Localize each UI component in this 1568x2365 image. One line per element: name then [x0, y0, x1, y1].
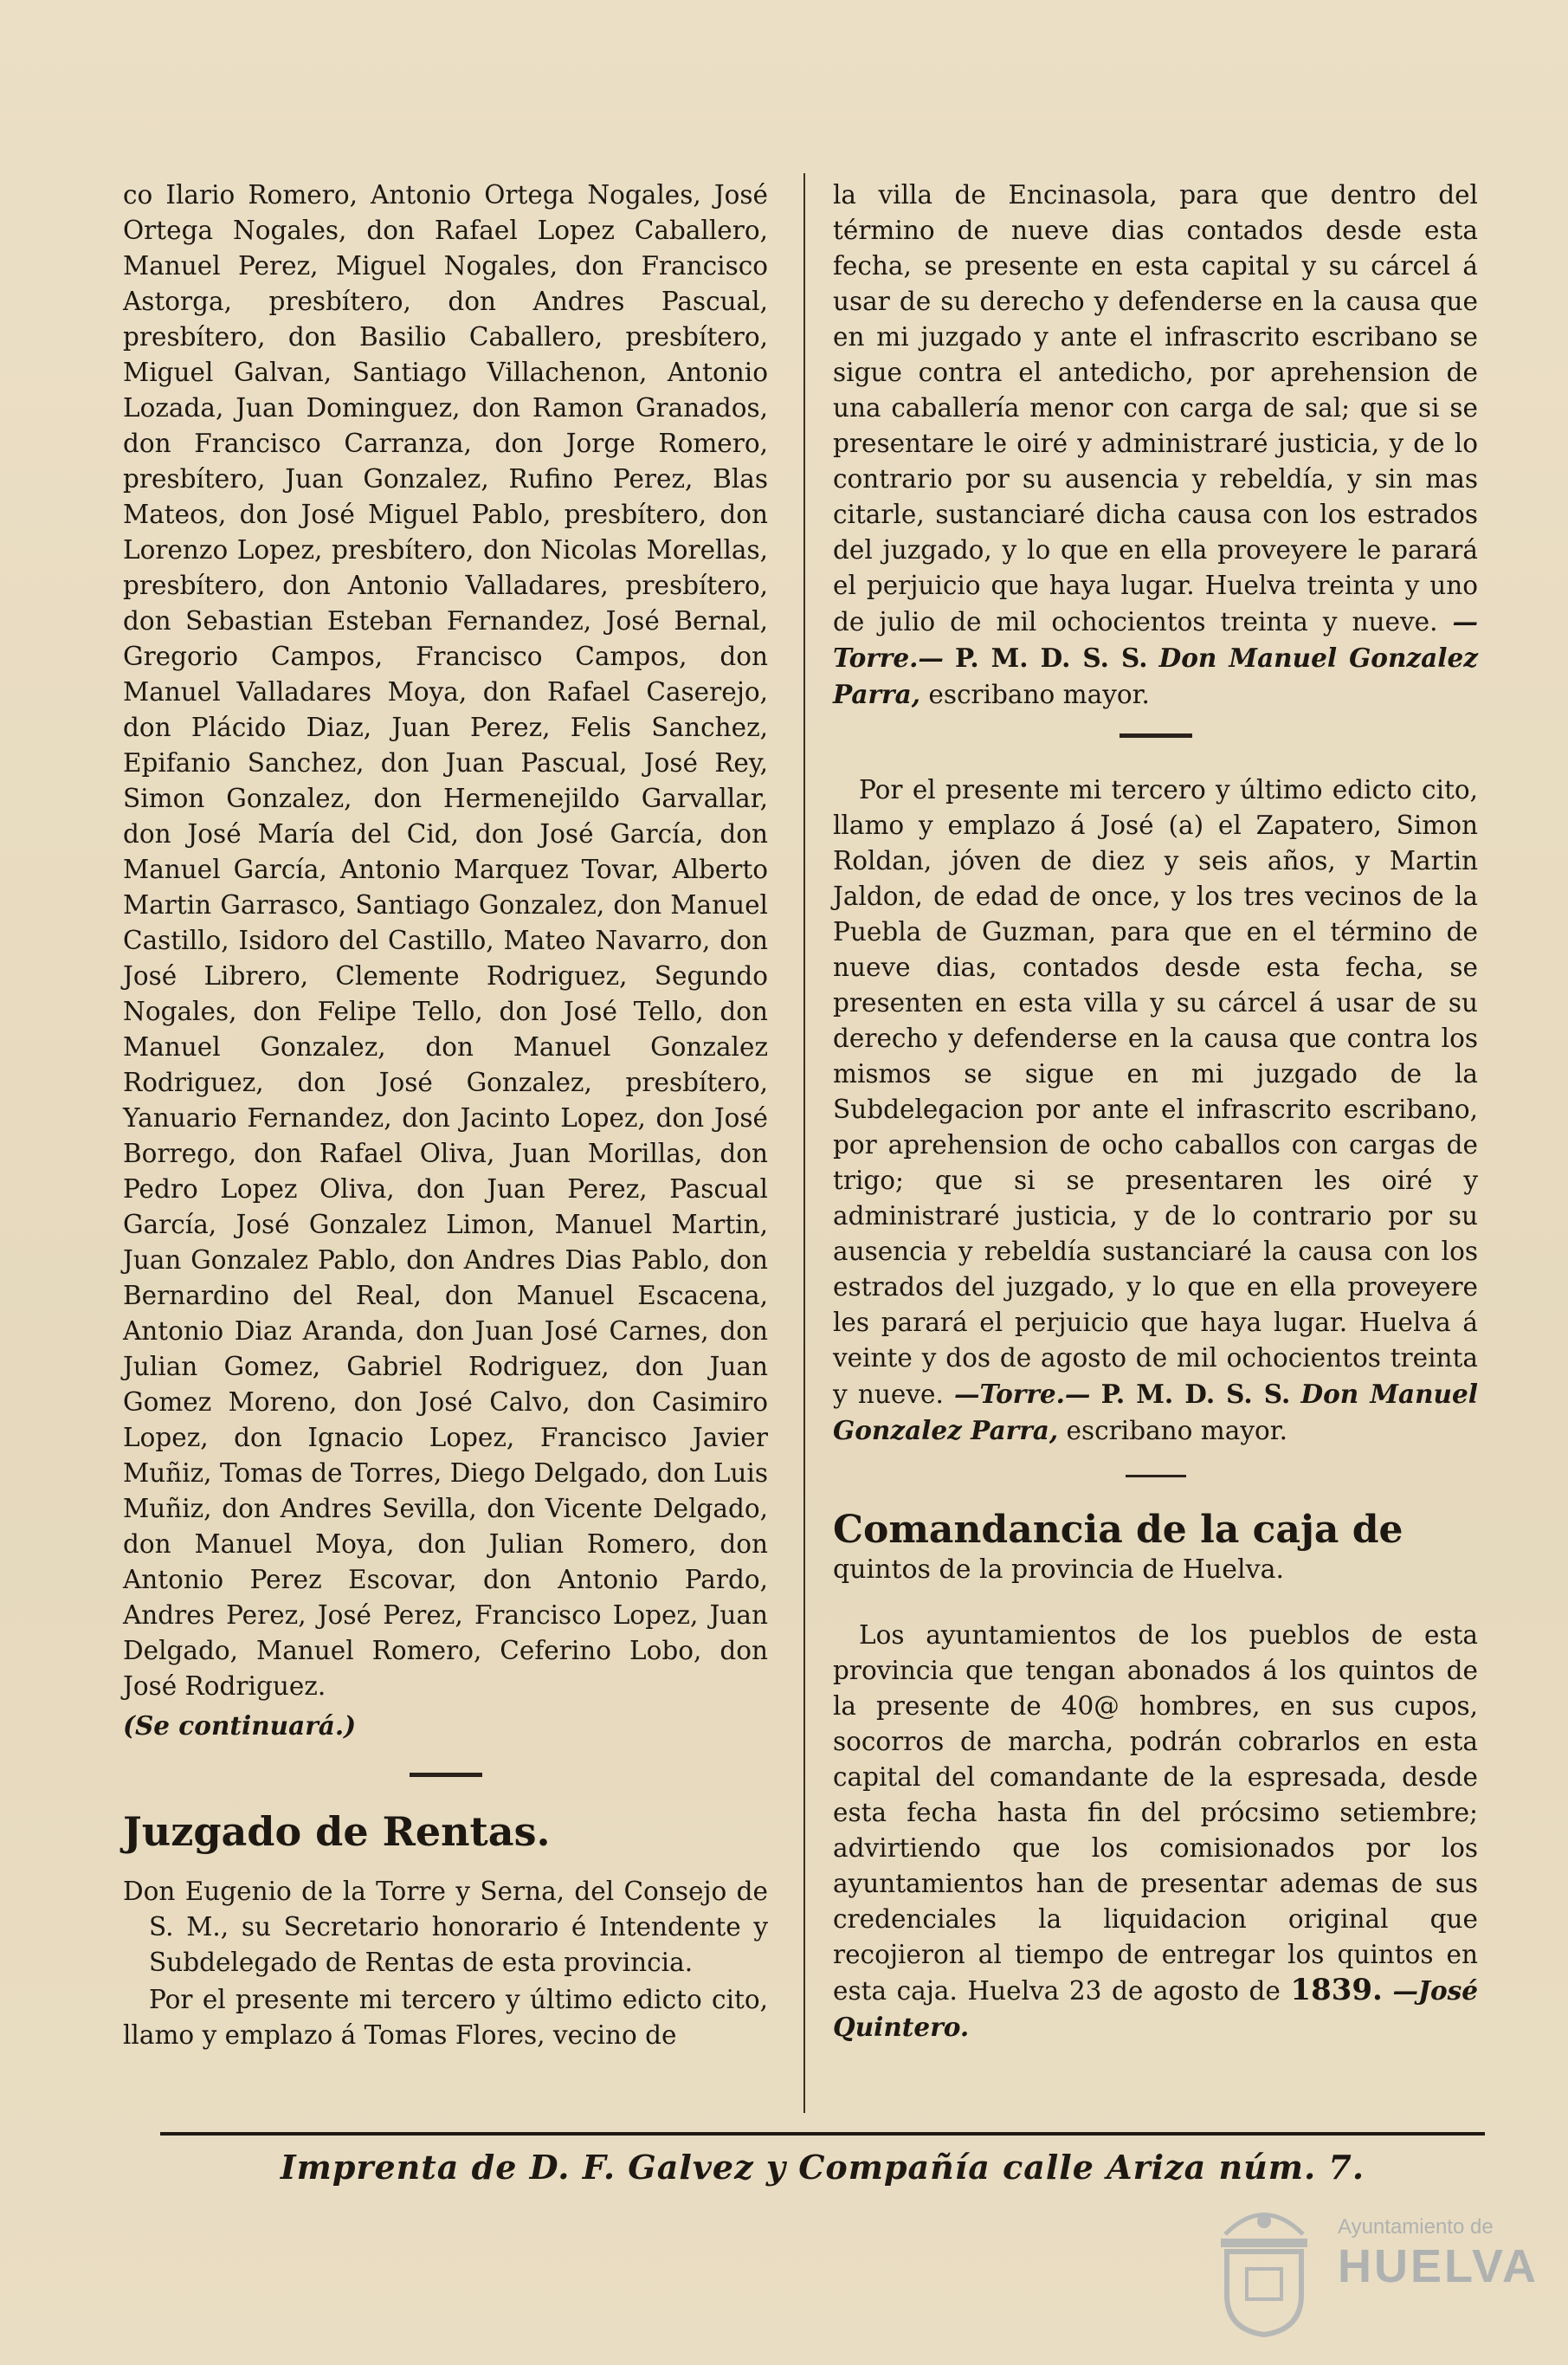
edict1-signature-pmdss: P. M. D. S. S.: [955, 643, 1148, 673]
coat-of-arms-icon: [1208, 2191, 1320, 2338]
edict1-signature-name: Don Manuel Gonzalez Parra,: [833, 643, 1478, 709]
edict1-signature-torre: —Torre.—: [833, 606, 1478, 673]
printer-imprint: Imprenta de D. F. Galvez y Compañía calle Ariza núm. 7.: [280, 2148, 1365, 2187]
watermark-line2: HUELVA: [1338, 2240, 1539, 2292]
edict-start-paragraph: Por el presente mi tercero y último edicto cito, llamo y emplazo á Tomas Flores, vecino de: [123, 1985, 768, 2050]
notice-year: 1839.: [1290, 1973, 1383, 2007]
names-list-paragraph: co Ilario Romero, Antonio Ortega Nogales, José Ortega Nogales, don Rafael Lopez Caballero, Manuel Perez, Miguel Nogales, don Francisco Astorga, presbítero, don Andres Pascual, presbítero, don Basilio Caballero, presbítero, Miguel Galvan, Santiago Villachenon, Antonio Lozada, Juan Dominguez, don Ramon Granados, don Francisco Carranza, don Jorge Romero, presbítero, Juan Gonzalez, Rufino Perez, Blas Mateos, don José Miguel Pablo, presbítero, don Lorenzo Lopez, presbítero, don Nicolas Morellas, presbítero, don Antonio Valladares, presbítero, don Sebastian Esteban Fernandez, José Bernal, Gregorio Campos, Francisco Campos, don Manuel Valladares Moya, don Rafael Caserejo, don Plácido Diaz, Juan Perez, Felis Sanchez, Epifanio Sanchez, don Juan Pascual, José Rey, Simon Gonzalez, don Hermenejildo Garvallar, don José María del Cid, don José García, don Manuel García, Antonio Marquez Tovar, Alberto Martin Garrasco, Santiago Gonzalez, don Manuel Castillo, Isidoro del Castillo, Mateo Navarro, don José Librero, Clemente Rodriguez, Segundo Nogales, don Felipe Tello, don José Tello, don Manuel Gonzalez, don Manuel Gonzalez Rodriguez, don José Gonzalez, presbítero, Yanuario Fernandez, don Jacinto Lopez, don José Borrego, don Rafael Oliva, Juan Morillas, don Pedro Lopez Oliva, don Juan Perez, Pascual García, José Gonzalez Limon, Manuel Martin, Juan Gonzalez Pablo, don Andres Dias Pablo, don Bernardino del Real, don Manuel Escacena, Antonio Diaz Aranda, don Juan José Carnes, don Julian Gomez, Gabriel Rodriguez, don Juan Gomez Moreno, don José Calvo, don Casimiro Lopez, don Ignacio Lopez, Francisco Javier Muñiz, Tomas de Torres, Diego Delgado, don Luis Muñiz, don Andres Sevilla, don Vicente Delgado, don Manuel Moya, don Julian Romero, don Antonio Perez Escovar, don Antonio Pardo, Andres Perez, José Perez, Francisco Lopez, Juan Delgado, Manuel Romero, Ceferino Lobo, don José Rodriguez.: [123, 180, 768, 1701]
edict2-signature-name: Don Manuel Gonzalez Parra,: [833, 1379, 1478, 1445]
archive-watermark: [1208, 2191, 1539, 2355]
edict2-text: Por el presente mi tercero y último edicto cito, llamo y emplazo á José (a) el Zapatero, Simon Roldan, jóven de diez y seis años, y Martin Jaldon, de edad de once, y los tres vecinos de la Puebla de Guzman, para que en el término de nueve dias, contados desde esta fecha, se presenten en esta villa y su cárcel á usar de su derecho y defenderse en la causa que contra los mismos se sigue en mi juzgado de la Subdelegacion por ante el infrascrito escribano, por aprehension de ocho caballos con cargas de trigo; que si se presentaren les oiré y administraré justicia, y de lo contrario por su ausencia y rebeldía sustanciaré la causa con los estrados del juzgado, y lo que en ella proveyere les parará el perjuicio que haya lugar. Huelva á veinte y dos de agosto de mil ochocientos treinta y nueve.: [833, 775, 1478, 1409]
intro-paragraph: Don Eugenio de la Torre y Serna, del Consejo de S. M., su Secretario honorario é Intendente y Subdelegado de Rentas de esta provincia.: [123, 1877, 768, 1977]
edict2-paragraph: [833, 772, 1478, 1449]
heading-divider: [1126, 1475, 1186, 1477]
edict-divider: [1120, 733, 1192, 738]
edict1-signature-role: escribano mayor.: [928, 680, 1150, 709]
notice-text: Los ayuntamientos de los pueblos de esta provincia que tengan abonados á los quintos de la presente de 40@ hombres, en sus cupos, socorros de marcha, podrán cobrarlos en esta capital del comandante de la espresada, desde esta fecha hasta fin del prócsimo setiembre; advirtiendo que los comisionados por los ayuntamientos han de presentar ademas de sus credenciales la liquidacion original que recojieron al tiempo de entregar los quintos en esta caja. Huelva 23 de agosto de: [833, 1620, 1478, 2006]
edict2-signature-role: escribano mayor.: [1066, 1416, 1288, 1445]
section-title-juzgado: Juzgado de Rentas.: [123, 1808, 551, 1855]
edict1-text: la villa de Encinasola, para que dentro del término de nueve dias contados desde esta fecha, se presente en esta capital y su cárcel á usar de su derecho y defenderse en la causa que en mi juzgado y ante el infrascrito escribano se sigue contra el antedicho, por aprehension de una caballería menor con carga de sal; que si se presentare le oiré y administraré justicia, y de lo contrario por su ausencia y rebeldía, y sin mas citarle, sustanciaré dicha causa con los estrados del juzgado, y lo que en ella proveyere le parará el perjuicio que haya lugar. Huelva treinta y uno de julio de mil ochocientos treinta y nueve.: [833, 180, 1478, 636]
notice-signature: —José Quintero.: [833, 1975, 1478, 2042]
column-divider: [803, 173, 805, 2113]
comandancia-heading: Comandancia de la caja de: [833, 1508, 1403, 1552]
notice-paragraph: [833, 1618, 1478, 2045]
section-divider: [410, 1773, 482, 1777]
comandancia-subheading: quintos de la provincia de Huelva.: [833, 1554, 1284, 1585]
footer-rule: [160, 2132, 1485, 2136]
edict2-signature-torre: —Torre.—: [954, 1379, 1091, 1409]
watermark-line1: Ayuntamiento de: [1338, 2215, 1494, 2239]
right-column: [833, 178, 1478, 2045]
continued-note: (Se continuará.): [123, 1710, 357, 1741]
edict2-signature-pmdss: P. M. D. S. S.: [1100, 1379, 1291, 1409]
left-column: [123, 178, 768, 2053]
edict1-continuation: [833, 178, 1478, 713]
